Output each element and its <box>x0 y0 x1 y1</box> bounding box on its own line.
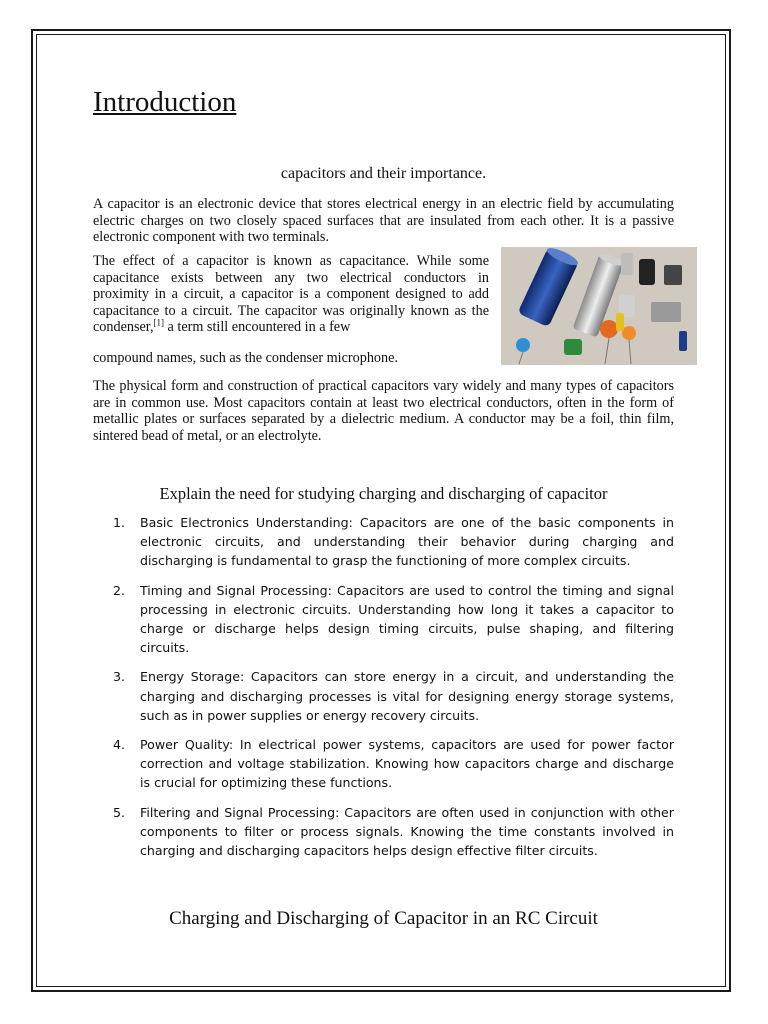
list-item <box>113 735 674 793</box>
paragraph-capacitance-tail: compound names, such as the condenser microphone. <box>93 350 398 366</box>
paragraph-definition: A capacitor is an electronic device that stores electrical energy in an electric field by accumulating electric charges on two closely spaced surfaces that are insulated from each other. It is a passive electronic component with two terminals. <box>93 196 674 245</box>
list-item-text: Filtering and Signal Processing: Capacitors are often used in conjunction with other components to filter or process signals. Knowing the time constants involved in charging and discharging capacitors helps design effective filter circuits. <box>140 804 674 859</box>
footer-heading: Charging and Discharging of Capacitor in an RC Circuit <box>169 908 598 929</box>
list-number: 1. <box>113 515 126 530</box>
footnote-link[interactable]: [1] <box>153 317 164 328</box>
list-number: 3. <box>113 669 126 685</box>
paragraph-construction: The physical form and construction of practical capacitors vary widely and many types of capacitors are in common use. Most capacitors contain at least two electrical conductors, often in the form of metallic plates or surfaces separated by a dielectric medium. A conductor may be a foil, thin film, sintered bead of metal, or an electrolyte. <box>93 378 674 444</box>
list-item <box>113 667 674 725</box>
paragraph-capacitance <box>93 253 489 336</box>
list-item <box>113 581 674 658</box>
section-heading: Explain the need for studying charging and discharging of capacitor <box>159 484 608 503</box>
paragraph-capacitance-text: The effect of a capacitor is known as capacitance. While some capacitance exists between any two electrical conductors in proximity in a circuit, a capacitor is a component designed to add capacitance to a circuit. The capacitor was originally known as the condenser, <box>93 253 489 335</box>
list-item-text: Power Quality: In electrical power systems, capacitors are used for power factor correction and voltage stabilization. Knowing how capacitors charge and discharge is crucial for optimizing these functions. <box>140 737 674 791</box>
paragraph-capacitance-continued: a term still encountered in a few <box>164 319 351 335</box>
reasons-list <box>113 513 674 870</box>
list-item <box>113 513 674 571</box>
list-item-text: Basic Electronics Understanding: Capacitors are one of the basic components in electronic circuits, and understanding their behavior during charging and discharging is fundamental to grasp the functioning of more complex circuits. <box>140 515 674 569</box>
list-item-text: Energy Storage: Capacitors can store energy in a circuit, and understanding the charging and discharging processes is vital for designing energy storage systems, such as in power supplies or energy recovery circuits. <box>140 669 674 723</box>
capacitors-photo <box>501 247 697 365</box>
list-item-text: Timing and Signal Processing: Capacitors are used to control the timing and signal processing in electronic circuits. Understanding how long it takes a capacitor to charge or discharge helps design timing circuits, pulse shaping, and filtering circuits. <box>140 582 674 656</box>
subtitle: capacitors and their importance. <box>280 165 487 182</box>
list-number: 4. <box>113 737 126 753</box>
page-title: Introduction <box>93 86 237 118</box>
list-number: 2. <box>113 582 126 598</box>
list-item <box>113 803 674 861</box>
capacitors-illustration <box>501 247 697 365</box>
list-number: 5. <box>113 804 126 820</box>
